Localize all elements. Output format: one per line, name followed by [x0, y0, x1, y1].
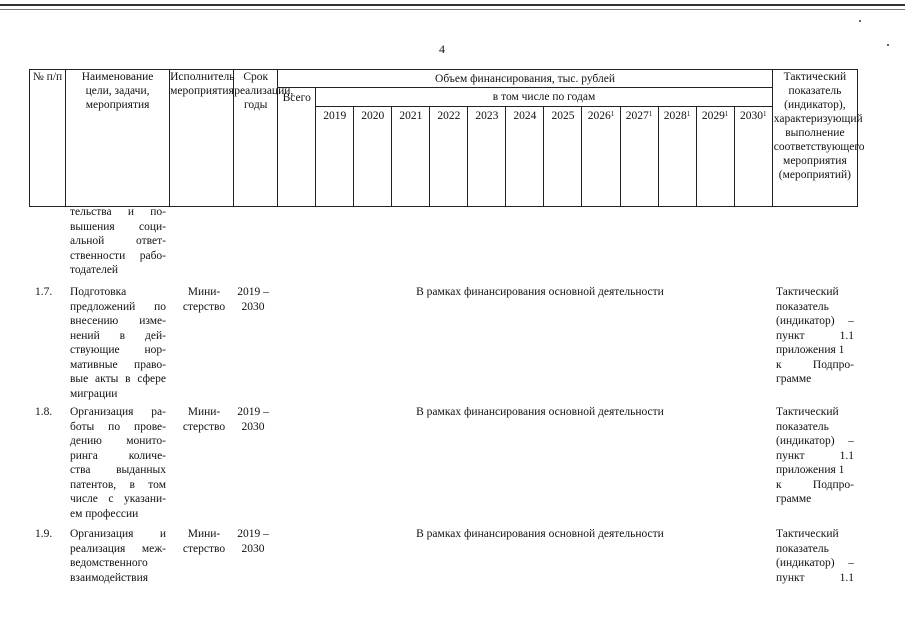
header-indicator: Тактический показатель (индикатор), характеризующий выполнение соответствующего мероприятия (мероприятий): [772, 70, 857, 207]
text-line: 2019 –: [237, 406, 269, 418]
text-line: показатель: [776, 542, 829, 555]
text-line: грамме: [776, 373, 812, 385]
text-line: показатель: [776, 300, 829, 313]
text-line: ствующие нор-: [70, 344, 166, 356]
year-footnote-mark: 1: [610, 110, 615, 118]
text-line: грамме: [776, 493, 812, 505]
year-footnote-mark: 1: [648, 110, 653, 118]
header-by-years: в том числе по годам: [316, 88, 773, 107]
header-year-2029: [696, 107, 734, 207]
text-line: (индикатор) –: [776, 435, 854, 447]
row-executor: [174, 527, 234, 556]
year-label: 2029: [701, 110, 725, 122]
text-line: Подготовка: [70, 286, 127, 298]
header-total: Всего: [278, 88, 316, 207]
text-line: 2030: [241, 300, 265, 313]
text-line: тельства и по-: [70, 206, 166, 218]
text-line: 2030: [241, 542, 265, 555]
header-year-2028: [658, 107, 696, 207]
text-line: пункт 1.1: [776, 329, 854, 342]
text-line: 2019 –: [237, 286, 269, 298]
text-line: пункт 1.1: [776, 449, 854, 462]
text-line: Мини-: [187, 406, 221, 418]
header-year-2024: [506, 107, 544, 207]
header-year-2027: [620, 107, 658, 207]
row-indicator: [776, 285, 854, 387]
text-line: Организация и: [70, 528, 166, 540]
text-line: вые акты в сфере: [70, 373, 166, 385]
text-line: патентов, в том: [70, 478, 166, 491]
text-line: боты по прове-: [70, 420, 166, 433]
row-indicator: [776, 527, 854, 585]
text-line: Мини-: [187, 286, 221, 298]
text-line: Мини-: [187, 528, 221, 540]
text-line: (индикатор) –: [776, 315, 854, 327]
text-line: ственности рабо-: [70, 249, 166, 262]
text-line: мативные право-: [70, 358, 166, 371]
text-line: дению монито-: [70, 435, 166, 447]
row-number: 1.8.: [35, 406, 53, 418]
year-label: 2022: [437, 110, 461, 122]
text-line: 2019 –: [237, 528, 269, 540]
year-label: 2025: [551, 110, 575, 122]
text-line: миграции: [70, 387, 118, 400]
text-line: нений в дей-: [70, 329, 166, 342]
year-label: 2028: [663, 110, 687, 122]
text-line: взаимодействия: [70, 571, 149, 584]
row-funding: В рамках финансирования основной деятельности: [416, 286, 664, 298]
header-funding: Объем финансирования, тыс. рублей: [278, 70, 773, 88]
year-label: 2030: [739, 110, 763, 122]
table-header: [29, 69, 865, 207]
row-funding: В рамках финансирования основной деятельности: [416, 528, 664, 540]
scan-speck: [887, 44, 889, 46]
text-line: стерство: [182, 420, 226, 433]
header-year-2021: [392, 107, 430, 207]
row-term: [231, 405, 275, 434]
text-line: пункт 1.1: [776, 571, 854, 584]
text-line: показатель: [776, 420, 829, 433]
year-label: 2026: [587, 110, 611, 122]
text-line: Тактический: [776, 528, 839, 540]
scan-speck: [859, 20, 861, 22]
text-line: стерство: [182, 542, 226, 555]
row-executor: [174, 405, 234, 434]
row-term: [231, 285, 275, 314]
header-year-2030: [734, 107, 772, 207]
row-indicator: [776, 405, 854, 507]
continuation-text: [70, 205, 166, 278]
header-name: Наименование цели, задачи, мероприятия: [66, 70, 170, 207]
header-num: № п/п: [30, 70, 66, 207]
page-top-border: [0, 4, 905, 6]
year-footnote-mark: 1: [724, 110, 729, 118]
text-line: вышения соци-: [70, 220, 166, 233]
text-line: 2030: [241, 420, 265, 433]
row-number: 1.9.: [35, 528, 53, 540]
text-line: ем профессии: [70, 507, 139, 520]
row-number: 1.7.: [35, 286, 53, 298]
header-year-2020: [354, 107, 392, 207]
text-line: стерство: [182, 300, 226, 313]
header-year-2023: [468, 107, 506, 207]
page-number: 4: [439, 42, 445, 56]
row-executor: [174, 285, 234, 314]
header-year-2025: [544, 107, 582, 207]
header-year-2026: [582, 107, 620, 207]
text-line: к Подпро-: [776, 478, 854, 491]
header-executor: Исполнитель мероприятия: [170, 70, 234, 207]
text-line: альной ответ-: [70, 235, 166, 247]
row-name: [70, 405, 166, 521]
header-term: Срок реализации, годы: [234, 70, 278, 207]
year-footnote-mark: 1: [686, 110, 691, 118]
text-line: реализация меж-: [70, 542, 166, 555]
text-line: числе с указани-: [70, 493, 166, 505]
text-line: (индикатор) –: [776, 557, 854, 569]
year-label: 2027: [625, 110, 649, 122]
year-label: 2021: [399, 110, 423, 122]
text-line: Тактический: [776, 406, 839, 418]
text-line: ства выданных: [70, 464, 166, 476]
header-year-2019: [316, 107, 354, 207]
text-line: внесению изме-: [70, 315, 166, 327]
row-funding: В рамках финансирования основной деятельности: [416, 406, 664, 418]
page-top-border-thin: [0, 9, 905, 10]
text-line: приложения 1: [776, 464, 845, 476]
row-term: [231, 527, 275, 556]
row-name: [70, 285, 166, 401]
text-line: Организация ра-: [70, 406, 166, 418]
text-line: к Подпро-: [776, 358, 854, 371]
year-label: 2024: [513, 110, 537, 122]
text-line: предложений по: [70, 300, 166, 313]
year-label: 2023: [475, 110, 499, 122]
text-line: ринга количе-: [70, 449, 166, 462]
row-name: [70, 527, 166, 585]
header-year-2022: [430, 107, 468, 207]
year-label: 2020: [361, 110, 385, 122]
text-line: ведомственного: [70, 557, 148, 569]
year-label: 2019: [323, 110, 347, 122]
text-line: Тактический: [776, 286, 839, 298]
text-line: приложения 1: [776, 344, 845, 356]
year-footnote-mark: 1: [762, 110, 767, 118]
text-line: тодателей: [70, 264, 119, 276]
